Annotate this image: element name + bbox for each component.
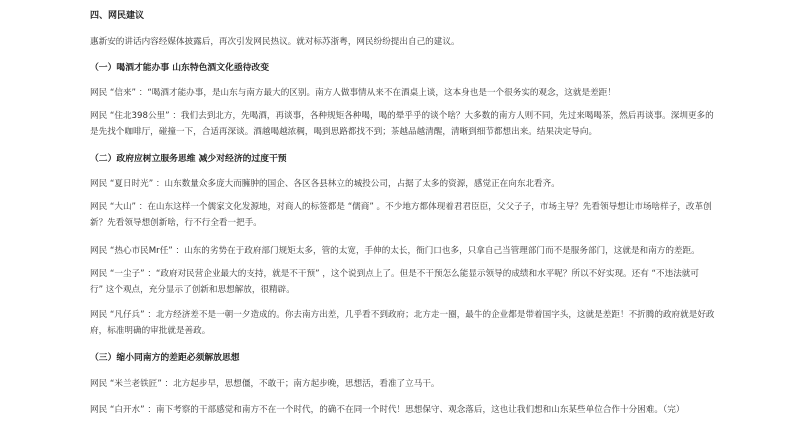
comment-paragraph [90, 108, 730, 140]
section-title: 四、网民建议 [90, 11, 145, 21]
paragraph-line: 网民 “一尘子” ：“政府对民营企业最大的支持，就是不干预” ，这个说到点上了。但是不干预怎么能显示领导的成绩和水平呢？所以不好实现。还有 “不违法就可 [90, 269, 699, 279]
comment-paragraph: 网民 “白开水” ：南下考察的干部感觉和南方不在一个时代，的确不在同一个时代！思想保守、观念落后，这也让我们想和山东某些单位合作十分困难。（完） [90, 405, 685, 415]
paragraph-line: 新？先看领导想创新啥，行不行全看一把手。 [90, 218, 262, 228]
comment-paragraph [90, 266, 730, 298]
paragraph-line: 网民 “凡仔兵” ：北方经济差不是一朝一夕造成的。你去南方出差，几乎看不到政府；北方走一圈，最牛的企业都是带着国字头，这就是差距！不折腾的政府就是好政 [90, 310, 715, 320]
subsection-heading-2: （二）政府应树立服务思维 减少对经济的过度干预 [90, 154, 287, 164]
comment-paragraph: 网民 “热心市民Mr任” ：山东的劣势在于政府部门规矩太多，管的太宽，手伸的太长，衙门口也多，只拿自己当管理部门而不是服务部门，这就是和南方的差距。 [90, 246, 700, 256]
paragraph-line: 府，标准明确的审批就是善政。 [90, 326, 211, 336]
paragraph-line: 是先找个咖啡厅，碰撞一下，合适再深谈。酒越喝越浓稠，喝到思路都找不到；茶越品越清醒，清晰到细节都想出来。结果决定导向。 [90, 127, 598, 137]
subsection-heading-1: （一）喝酒才能办事 山东特色酒文化亟待改变 [90, 63, 270, 73]
comment-paragraph [90, 199, 730, 231]
comment-paragraph: 网民 “信来” ：“喝酒才能办事，是山东与南方最大的区别。南方人做事情从来不在酒桌上谈，这本身也是一个很务实的观念，这就是差距！ [90, 88, 616, 98]
paragraph-line: 行” 这个观点，充分显示了创新和思想解放，很精辟。 [90, 285, 295, 295]
comment-paragraph [90, 307, 730, 339]
paragraph-line: 网民 “住北398公里” ：我们去到北方，先喝酒，再谈事，各种规矩各种喝，喝的晕乎乎的谈个啥？大多数的南方人则不同，先过来喝喝茶，然后再谈事。深圳更多的 [90, 111, 714, 121]
paragraph-line: 网民 “大山” ：在山东这样一个儒家文化发源地，对商人的标签都是 “儒商” 。不少地方都体现着君君臣臣，父父子子，市场主导？先看领导想让市场啥样子，改革创 [90, 202, 712, 212]
intro-paragraph: 惠新安的讲话内容经媒体披露后，再次引发网民热议。就对标苏浙粤，网民纷纷提出自己的建议。 [90, 37, 460, 47]
comment-paragraph: 网民 “夏日时光” ：山东数量众多庞大而臃肿的国企、各区各县林立的城投公司，占据了太多的资源，感觉正在向东北看齐。 [90, 179, 560, 189]
comment-paragraph: 网民 “米兰老铁匠” ：北方起步早，思想僵，不敢干；南方起步晚，思想活，看准了立马干。 [90, 379, 440, 389]
subsection-heading-3: （三）缩小同南方的差距必须解放思想 [90, 353, 240, 363]
